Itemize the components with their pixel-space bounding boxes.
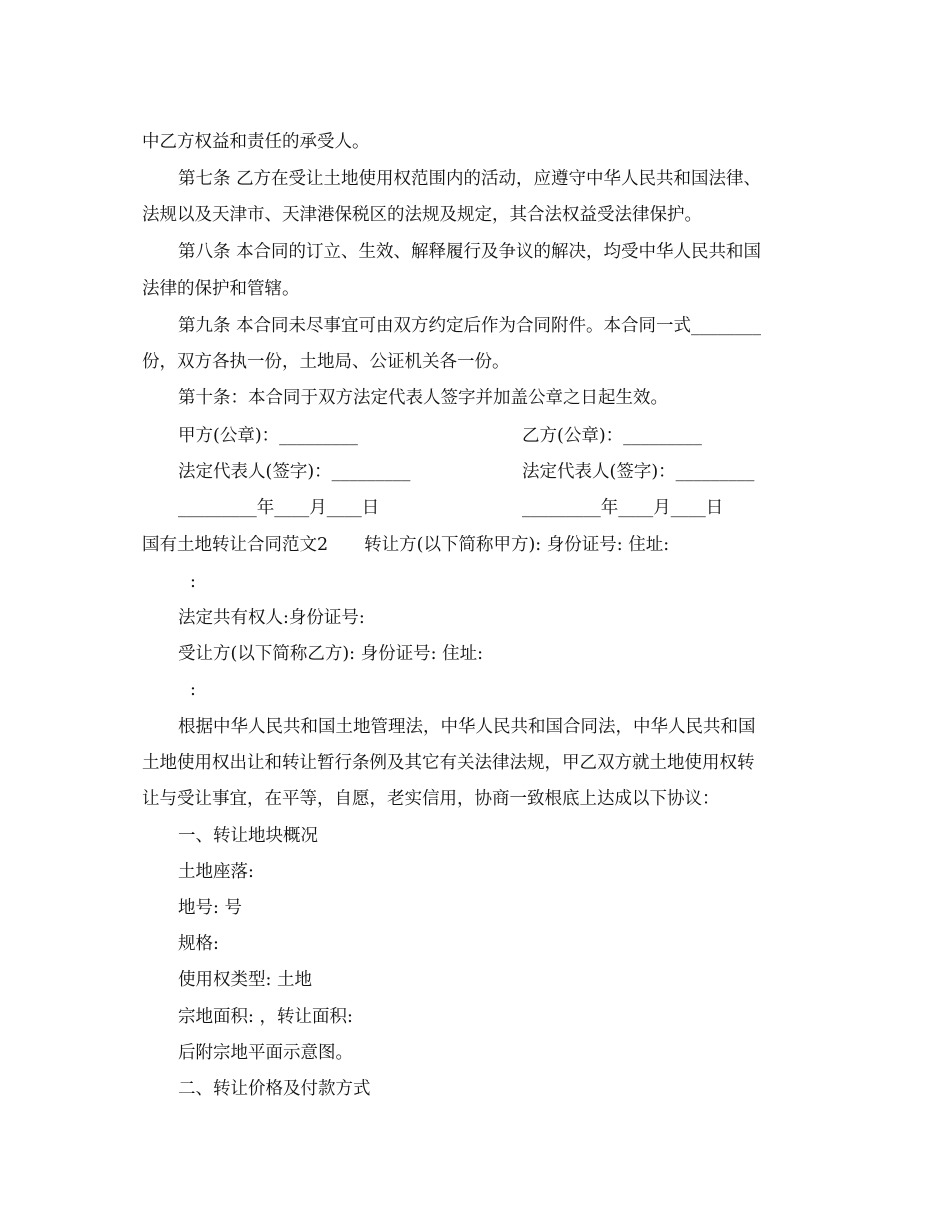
article-8-line-1: 第八条 本合同的订立、生效、解释履行及争议的解决，均受中华人民共和国 bbox=[178, 242, 762, 262]
use-right-type-field: 使用权类型: 土地 bbox=[178, 970, 312, 990]
party-b-representative-field: 法定代表人(签字)：_________ bbox=[522, 462, 755, 482]
preamble-line-3: 让与受让事宜，在平等，自愿，老实信用，协商一致根底上达成以下协议： bbox=[142, 789, 720, 809]
plan-attachment-note: 后附宗地平面示意图。 bbox=[178, 1043, 353, 1063]
sample-2-title: 国有土地转让合同范文2 bbox=[142, 535, 329, 555]
paragraph-continuation: 中乙方权益和责任的承受人。 bbox=[142, 132, 370, 152]
article-7-line-1: 第七条 乙方在受让土地使用权范围内的活动，应遵守中华人民共和国法律、 bbox=[178, 169, 762, 189]
co-owner-line: 法定共有权人:身份证号: bbox=[178, 608, 365, 628]
transferor-address-colon: : bbox=[190, 572, 196, 592]
area-field: 宗地面积: ，转让面积: bbox=[178, 1007, 353, 1027]
article-9-line-2: 份，双方各执一份，土地局、公证机关各一份。 bbox=[142, 352, 510, 372]
article-10: 第十条：本合同于双方法定代表人签字并加盖公章之日起生效。 bbox=[178, 388, 668, 408]
section-2-heading: 二、转让价格及付款方式 bbox=[178, 1079, 371, 1099]
lot-number-field: 地号: 号 bbox=[178, 898, 242, 918]
specification-field: 规格: bbox=[178, 934, 219, 954]
article-9-line-1: 第九条 本合同未尽事宜可由双方约定后作为合同附件。本合同一式________ bbox=[178, 316, 762, 336]
section-1-heading: 一、转让地块概况 bbox=[178, 826, 318, 846]
transferee-address-colon: : bbox=[190, 680, 196, 700]
article-7-line-2: 法规以及天津市、天津港保税区的法规及规定，其合法权益受法律保护。 bbox=[142, 205, 702, 225]
preamble-line-2: 土地使用权出让和转让暂行条例及其它有关法律法规，甲乙双方就土地使用权转 bbox=[142, 753, 755, 773]
article-8-line-2: 法律的保护和管辖。 bbox=[142, 279, 300, 299]
party-a-date-field: _________年____月____日 bbox=[178, 498, 380, 518]
party-a-representative-field: 法定代表人(签字)：_________ bbox=[178, 462, 411, 482]
party-b-date-field: _________年____月____日 bbox=[522, 498, 724, 518]
land-location-field: 土地座落: bbox=[178, 862, 254, 882]
transferee-line: 受让方(以下简称乙方): 身份证号: 住址: bbox=[178, 644, 483, 664]
transferor-line: 转让方(以下简称甲方): 身份证号: 住址: bbox=[364, 535, 670, 555]
party-b-seal-field: 乙方(公章)：_________ bbox=[522, 426, 702, 446]
party-a-seal-field: 甲方(公章)：_________ bbox=[178, 426, 358, 446]
preamble-line-1: 根据中华人民共和国土地管理法，中华人民共和国合同法，中华人民共和国 bbox=[178, 717, 756, 737]
sample-2-heading-row bbox=[142, 533, 669, 557]
